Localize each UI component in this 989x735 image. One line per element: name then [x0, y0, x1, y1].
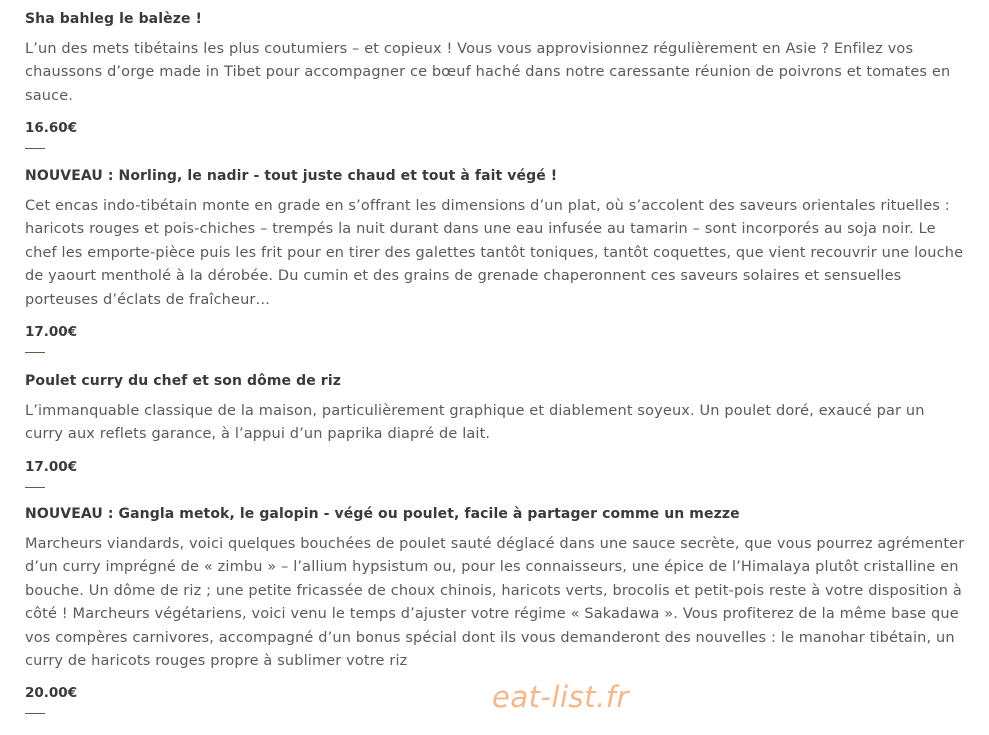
menu-item	[25, 166, 965, 353]
separator	[25, 148, 45, 149]
menu-item-description: L’un des mets tibétains les plus coutumiers – et copieux ! Vous vous approvisionnez régulièrement en Asie ? Enfilez vos chaussons d’orge made in Tibet pour accompagner ce bœuf haché dans notre caressante réunion de poivrons et tomates en sauce.	[25, 41, 951, 104]
separator	[25, 713, 45, 714]
menu-item-price: 17.00€	[25, 324, 78, 341]
menu-item-price: 16.60€	[25, 120, 78, 137]
menu-item-price: 20.00€	[25, 685, 78, 702]
separator	[25, 487, 45, 488]
separator	[25, 352, 45, 353]
menu-item	[25, 9, 965, 149]
menu-item-description: Cet encas indo-tibétain monte en grade en s’offrant les dimensions d’un plat, où s’accolent des saveurs orientales rituelles : haricots rouges et pois-chiches – trempés la nuit durant dans une eau infusée au tamarin – sont incorporés au soja noir. Le chef les emporte-pièce puis les frit pour en tirer des galettes tantôt toniques, tantôt coquettes, que vient recouvrir une louche de yaourt mentholé à la dérobée. Du cumin et des grains de grenade chaperonnent ces saveurs solaires et sensuelles porteuses d’éclats de fraîcheur…	[25, 198, 964, 308]
menu-item-title: Sha bahleg le balèze !	[25, 11, 203, 27]
menu-item-title: Poulet curry du chef et son dôme de riz	[25, 373, 341, 389]
watermark-logo: eat-list.fr	[492, 680, 629, 714]
menu-item-title: NOUVEAU : Gangla metok, le galopin - végé ou poulet, facile à partager comme un mezze	[25, 506, 740, 522]
menu-item-title: NOUVEAU : Norling, le nadir - tout juste chaud et tout à fait végé !	[25, 168, 558, 184]
menu-item-description: Marcheurs viandards, voici quelques bouchées de poulet sauté déglacé dans une sauce secrète, que vous pourrez agrémenter d’un curry imprégné de « zimbu » – l’allium hypsistum ou, pour les connaisseurs, une épice de l’Himalaya plutôt cristalline en bouche. Un dôme de riz ; une petite fricassée de choux chinois, haricots verts, brocolis et petit-pois reste à votre disposition à côté ! Marcheurs végétariens, voici venu le temps d’ajuster votre régime « Sakadawa ». Vous profiterez de la même base que vos compères carnivores, accompagné d’un bonus spécial dont ils vous demanderont des nouvelles : le manohar tibétain, un curry de haricots rouges propre à sublimer votre riz	[25, 536, 965, 670]
menu-item-price: 17.00€	[25, 458, 78, 475]
menu-item	[25, 371, 965, 488]
menu-item-description: L’immanquable classique de la maison, particulièrement graphique et diablement soyeux. Un poulet doré, exaucé par un curry aux reflets garance, à l’appui d’un paprika diapré de lait.	[25, 403, 925, 443]
